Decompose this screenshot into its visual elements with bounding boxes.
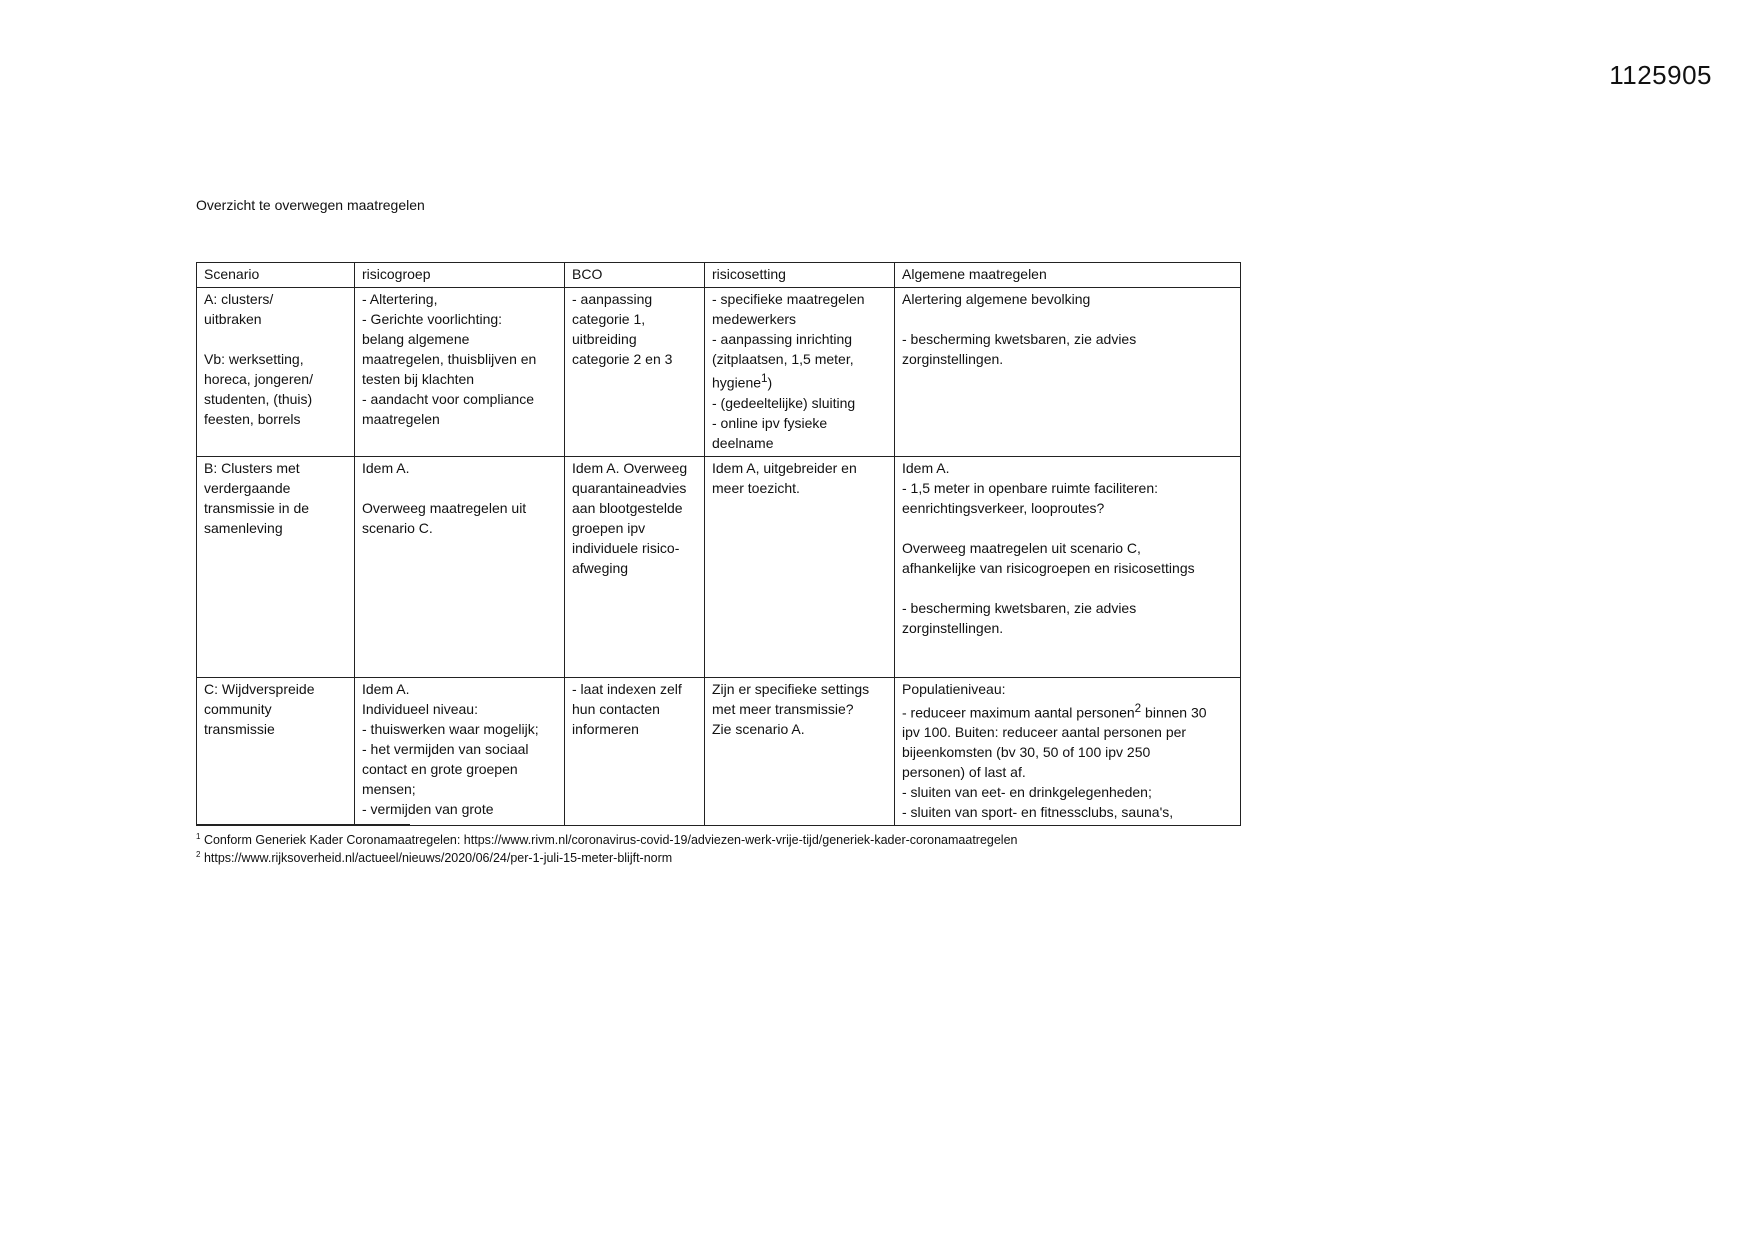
header-scenario: Scenario: [197, 263, 355, 288]
footnote-link[interactable]: https://www.rivm.nl/coronavirus-covid-19/adviezen-werk-vrije-tijd/generiek-kader-coronamaatregelen: [463, 833, 1018, 847]
cell-risicosetting: Zijn er specifieke settings met meer transmissie? Zie scenario A.: [705, 677, 895, 826]
cell-algemene-maatregelen: Alertering algemene bevolking - bescherming kwetsbaren, zie advies zorginstellingen.: [895, 288, 1241, 457]
table-header-row: [197, 263, 1241, 288]
cell-algemene-maatregelen: [895, 677, 1241, 826]
table-row: [197, 288, 1241, 457]
document-title: Overzicht te overwegen maatregelen: [196, 197, 425, 213]
footnote-link[interactable]: https://www.rijksoverheid.nl/actueel/nieuws/2020/06/24/per-1-juli-15-meter-blijft-norm: [203, 851, 673, 865]
cell-risicosetting: Idem A, uitgebreider en meer toezicht.: [705, 456, 895, 677]
footnote: [196, 849, 1018, 867]
table-row: [197, 677, 1241, 826]
cell-risicogroep: Idem A. Overweeg maatregelen uit scenario C.: [355, 456, 565, 677]
cell-text: Populatieniveau: - reduceer maximum aantal personen: [902, 680, 1135, 721]
cell-risicogroep: Idem A. Individueel niveau: - thuiswerken waar mogelijk; - het vermijden van sociaal contact en grote groepen mensen; - vermijden van grote: [355, 677, 565, 826]
footnote-text: Conform Generiek Kader Coronamaatregelen:: [203, 833, 464, 847]
cell-bco: - laat indexen zelf hun contacten informeren: [565, 677, 705, 826]
header-algemene-maatregelen: Algemene maatregelen: [895, 263, 1241, 288]
cell-risicogroep: - Altertering, - Gerichte voorlichting: belang algemene maatregelen, thuisblijven en testen bij klachten - aandacht voor compliance maatregelen: [355, 288, 565, 457]
cell-scenario: C: Wijdverspreide community transmissie: [197, 677, 355, 826]
cell-text: binnen 30 ipv 100. Buiten: reduceer aantal personen per bijeenkomsten (bv 30, 50 of 100 ipv 250 personen) of last af. - sluiten van eet- en drinkgelegenheden; - sluiten van sport- en fitnessclubs, sauna's,: [902, 704, 1207, 821]
header-bco: BCO: [565, 263, 705, 288]
cell-scenario: A: clusters/ uitbraken Vb: werksetting, horeca, jongeren/ studenten, (thuis) feesten, borrels: [197, 288, 355, 457]
table-row: [197, 456, 1241, 677]
footnote: [196, 831, 1018, 849]
cell-scenario: B: Clusters met verdergaande transmissie in de samenleving: [197, 456, 355, 677]
footnote-marker: 2: [196, 849, 201, 859]
cell-algemene-maatregelen: Idem A. - 1,5 meter in openbare ruimte faciliteren: eenrichtingsverkeer, looproutes? Overweeg maatregelen uit scenario C, afhankelijke van risicogroepen en risicosettings - bescherming kwetsbaren, zie advies zorginstellingen.: [895, 456, 1241, 677]
footnote-ref[interactable]: 1: [761, 372, 768, 385]
header-risicogroep: risicogroep: [355, 263, 565, 288]
footnote-marker: 1: [196, 831, 201, 841]
cell-bco: Idem A. Overweeg quarantaineadvies aan blootgestelde groepen ipv individuele risico- afweging: [565, 456, 705, 677]
header-risicosetting: risicosetting: [705, 263, 895, 288]
cell-risicosetting: [705, 288, 895, 457]
cell-text: ) - (gedeeltelijke) sluiting - online ipv fysieke deelname: [712, 374, 856, 451]
cell-text: - specifieke maatregelen medewerkers - aanpassing inrichting (zitplaatsen, 1,5 meter, hygiene: [712, 291, 865, 391]
footnotes: [196, 831, 1018, 867]
measures-table: [196, 262, 1241, 826]
footnote-separator: [196, 824, 410, 825]
footnote-ref[interactable]: 2: [1134, 701, 1142, 715]
document-number: 1125905: [1609, 60, 1712, 90]
cell-bco: - aanpassing categorie 1, uitbreiding categorie 2 en 3: [565, 288, 705, 457]
